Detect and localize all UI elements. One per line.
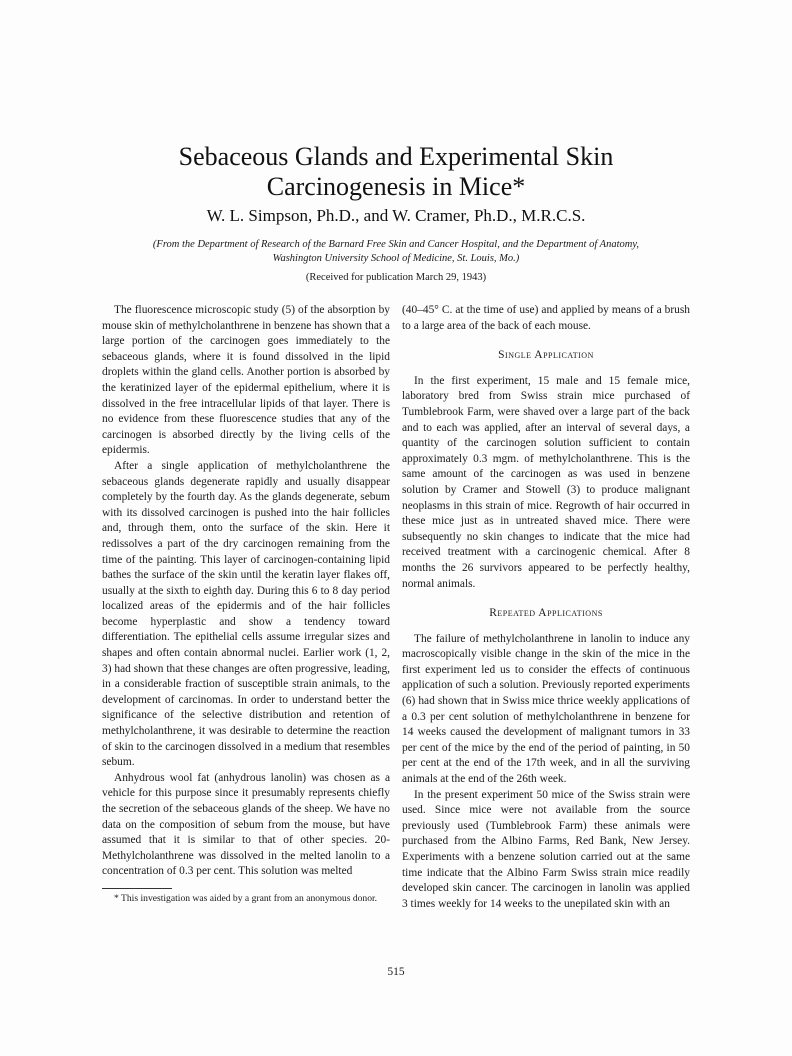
repeated-applications-paragraph-1: The failure of methylcholanthrene in lanolin to induce any macroscopically visible change in the skin of the mice in the first experiment led us to consider the effects of continuous application of such a solution. Previously reported experiments (6) had shown that in Swiss mice thrice weekly applications of a 0.3 per cent solution of methylcholanthrene in benzene for 14 weeks caused the development of malignant tumors in 33 per cent of the mice by the end of the period of painting, in 50 per cent at the end of the 17th week, and in all the surviving animals at the end of the 26th week.	[402, 632, 690, 786]
article-title	[96, 142, 696, 202]
footnote-divider	[102, 888, 172, 889]
single-application-paragraph: In the first experiment, 15 male and 15 female mice, laboratory bred from Swiss strain mice purchased of Tumblebrook Farm, were shaved over a large part of the back and to each was applied, after an interval of several days, a quantity of the carcinogen solution sufficient to contain approximately 0.3 mgm. of methylcholanthrene. This is the same amount of the carcinogen as was used in benzene solution by Cramer and Stowell (3) to produce malignant neoplasms in this strain of mice. Regrowth of hair occurred in these mice just as in untreated shaved mice. There were subsequently no skin changes to indicate that the mice had received treatment with a carcinogenic chemical. After 8 months the 26 survivors appeared to be perfectly healthy, normal animals.	[402, 374, 690, 590]
continued-paragraph: (40–45° C. at the time of use) and applied by means of a brush to a large area of the back of each mouse.	[402, 304, 690, 332]
page-number: 515	[387, 966, 405, 978]
repeated-applications-paragraph-2: In the present experiment 50 mice of the Swiss strain were used. Since mice were not available from the source previously used (Tumblebrook Farm) these animals were purchased from the Albino Farms, Red Bank, New Jersey. Experiments with a benzene solution carried out at the same time indicate that the Albino Farm Swiss strain mice readily developed skin cancer. The carcinogen in lanolin was applied 3 times weekly for 14 weeks to the unepilated skin with an	[402, 788, 690, 910]
right-column	[402, 303, 690, 912]
intro-paragraph-2: After a single application of methylcholanthrene the sebaceous glands degenerate rapidly and usually disappear completely by the fourth day. As the glands degenerate, sebum with its dissolved carcinogen is pushed into the hair follicles and, through them, onto the surface of the skin. Here it redissolves a part of the dry carcinogen remaining from the time of the painting. This layer of carcinogen-containing lipid bathes the surface of the skin until the keratin layer flakes off, usually at the sixth to eighth day. During this 6 to 8 day period localized areas of the epidermis and of the hair follicles become hyperplastic and show a tendency toward differentiation. The epithelial cells assume irregular sizes and shapes and often contain abnormal nuclei. Earlier work (1, 2, 3) had shown that these changes are often progressive, leading, in a considerable fraction of susceptible strain animals, to the development of carcinomas. In order to understand better the significance of the selective distribution and retention of methylcholanthrene, it was desirable to determine the reaction of skin to the carcinogen dissolved in a medium that resembles sebum.	[102, 459, 390, 769]
left-column	[102, 303, 390, 905]
article-authors: W. L. Simpson, Ph.D., and W. Cramer, Ph.D., M.R.C.S.	[206, 206, 586, 225]
section-heading-repeated-applications: Repeated Applications	[489, 607, 603, 620]
intro-paragraph-3: Anhydrous wool fat (anhydrous lanolin) was chosen as a vehicle for this purpose since it presumably represents chiefly the secretion of the sebaceous glands of the sheep. We have no data on the composition of sebum from the mouse, but have assumed that it is similar to that of other species. 20-Methylcholanthrene was dissolved in the melted lanolin to a concentration of 0.3 per cent. This solution was melted	[102, 771, 390, 878]
received-date: (Received for publication March 29, 1943)	[305, 272, 487, 283]
intro-paragraph-1: The fluorescence microscopic study (5) of the absorption by mouse skin of methylcholanthrene in benzene has shown that a large portion of the carcinogen goes immediately to the sebaceous glands, where it is found dissolved in the lipid droplets within the gland cells. Another portion is absorbed by the keratinized layer of the epidermal epithelium, where it is dissolved in the free intracellular lipids of that layer. There is no evidence from these fluorescence studies that any of the carcinogen is absorbed directly by the living cells of the epidermis.	[102, 304, 390, 457]
section-heading-single-application: Single Application	[498, 349, 594, 362]
title-line-1: Sebaceous Glands and Experimental Skin	[178, 142, 614, 171]
title-line-2: Carcinogenesis in Mice*	[266, 172, 526, 201]
footnote: * This investigation was aided by a grant from an anonymous donor.	[114, 892, 378, 904]
article-affiliation: (From the Department of Research of the Barnard Free Skin and Cancer Hospital, and the Department of Anatomy, Washington University School of Medicine, St. Louis, Mo.)	[152, 239, 640, 264]
